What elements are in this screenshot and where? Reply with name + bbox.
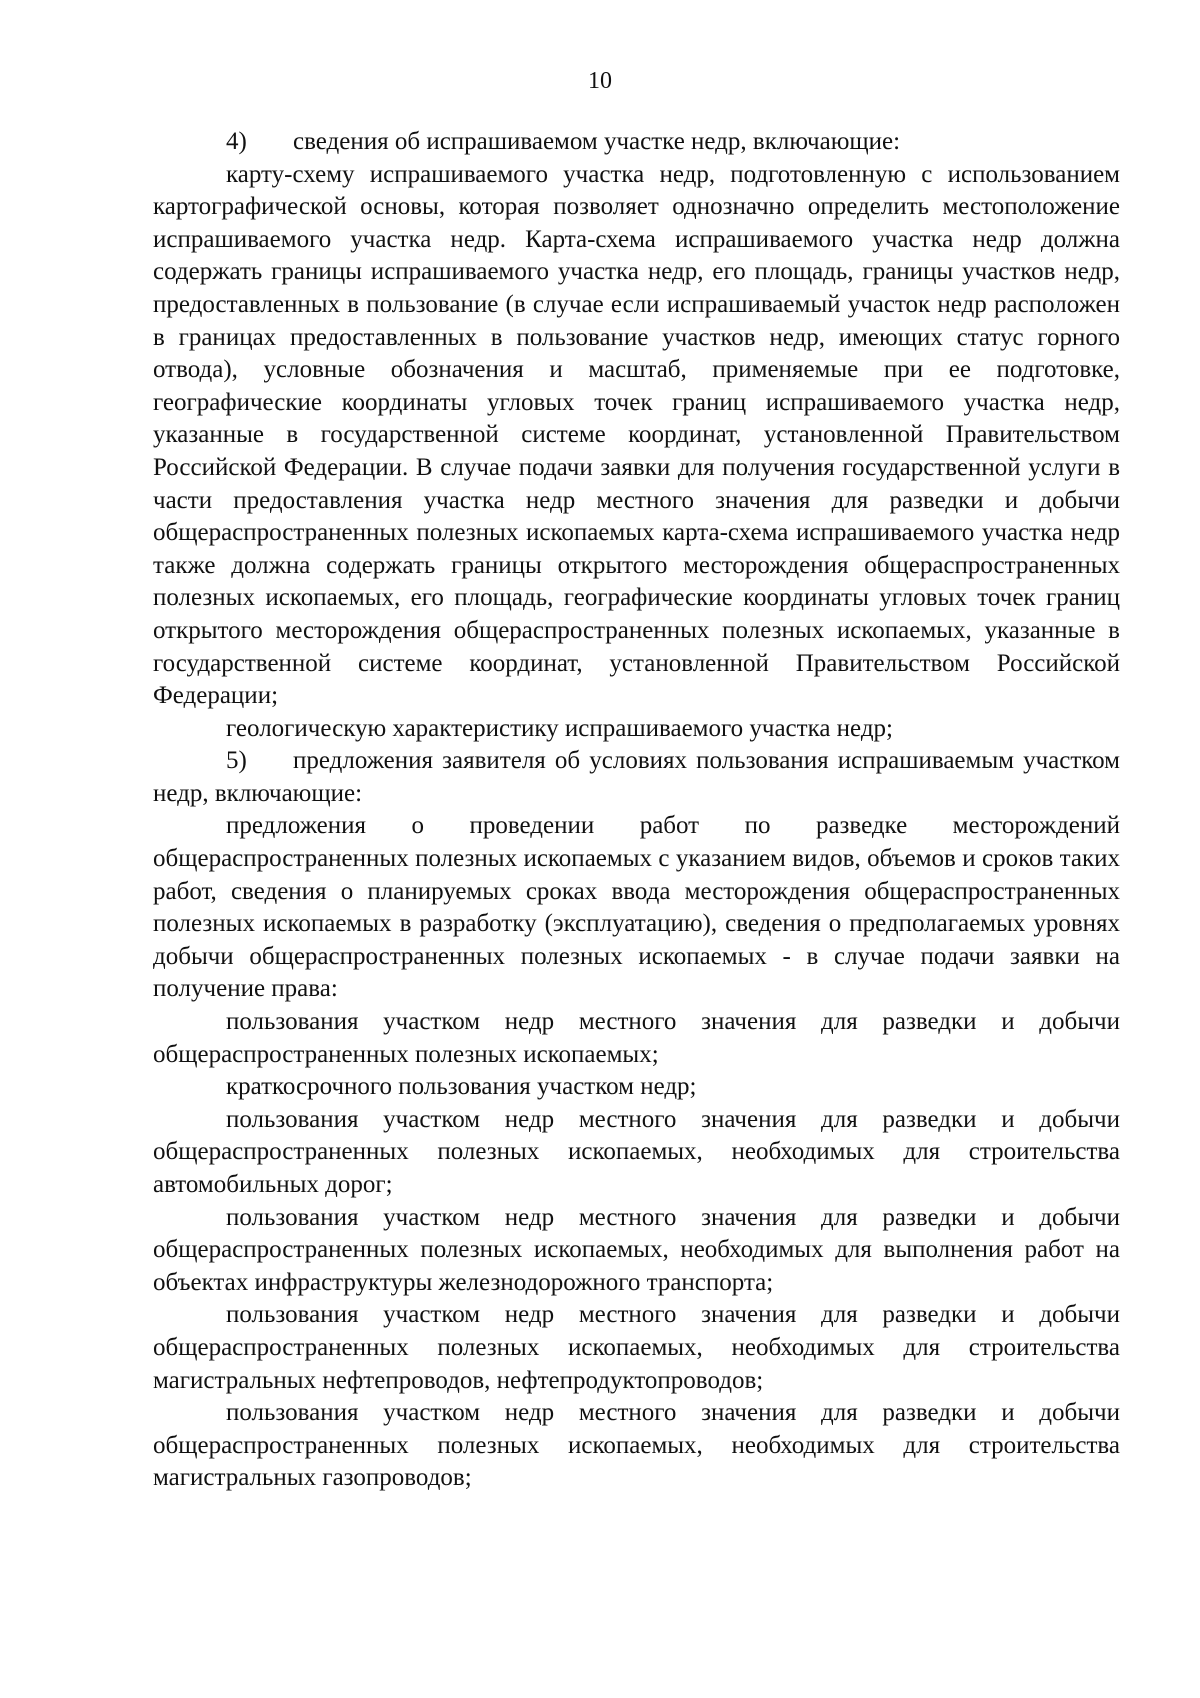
list-item-text: сведения об испрашиваемом участке недр, включающие: [293,128,901,155]
paragraph-roads: пользования участком недр местного значения для разведки и добычи общераспространенных полезных ископаемых, необходимых для строительства автомобильных дорог; [153,1105,1120,1198]
paragraph-local-use: пользования участком недр местного значения для разведки и добычи общераспространенных полезных ископаемых; [153,1008,1120,1068]
paragraph-geology: геологическую характеристику испрашиваемого участка недр; [226,714,893,742]
list-item-4 [153,126,1120,159]
page-number: 10 [588,68,612,94]
paragraph-short-term: краткосрочного пользования участком недр; [226,1073,697,1101]
paragraph-railway: пользования участком недр местного значения для разведки и добычи общераспространенных полезных ископаемых, необходимых для выполнения работ на объектах инфраструктуры железнодорожного транспорта; [153,1203,1120,1296]
paragraph-proposals: предложения о проведении работ по разведке месторождений общераспространенных полезных ископаемых с указанием видов, объемов и сроков таких работ, сведения о планируемых сроках ввода месторождения общераспространенных полезных ископаемых в разработку (эксплуатацию), сведения о предполагаемых уровнях добычи общераспространенных полезных ископаемых - в случае подачи заявки на получение права: [153,812,1120,1003]
document-body [153,126,1120,1495]
list-item-5 [153,745,1120,810]
paragraph-map-scheme: карту-схему испрашиваемого участка недр, подготовленную с использованием картографической основы, которая позволяет однозначно определить местоположение испрашиваемого участка недр. Карта-схема испрашиваемого участка недр должна содержать границы испрашиваемого участка недр, его площадь, границы участков недр, предоставленных в пользование (в случае если испрашиваемый участок недр расположен в границах предоставленных в пользование участков недр, имеющих статус горного отвода), условные обозначения и масштаб, применяемые при ее подготовке, географические координаты угловых точек границ испрашиваемого участка недр, указанные в государственной системе координат, установленной Правительством Российской Федерации. В случае подачи заявки для получения государственной услуги в части предоставления участка недр местного значения для разведки и добычи общераспространенных полезных ископаемых карта-схема испрашиваемого участка недр также должна содержать границы открытого месторождения общераспространенных полезных ископаемых, его площадь, географические координаты угловых точек границ открытого месторождения общераспространенных полезных ископаемых, указанные в государственной системе координат, установленной Правительством Российской Федерации; [153,160,1120,710]
list-item-number: 4) [226,128,247,155]
list-item-number: 5) [226,747,247,775]
paragraph-oil-pipelines: пользования участком недр местного значения для разведки и добычи общераспространенных полезных ископаемых, необходимых для строительства магистральных нефтепроводов, нефтепродуктопроводов; [153,1301,1120,1394]
paragraph-gas-pipelines: пользования участком недр местного значения для разведки и добычи общераспространенных полезных ископаемых, необходимых для строительства магистральных газопроводов; [153,1399,1120,1492]
list-item-text: предложения заявителя об условиях пользования испрашиваемым участком недр, включающие: [153,747,1120,807]
